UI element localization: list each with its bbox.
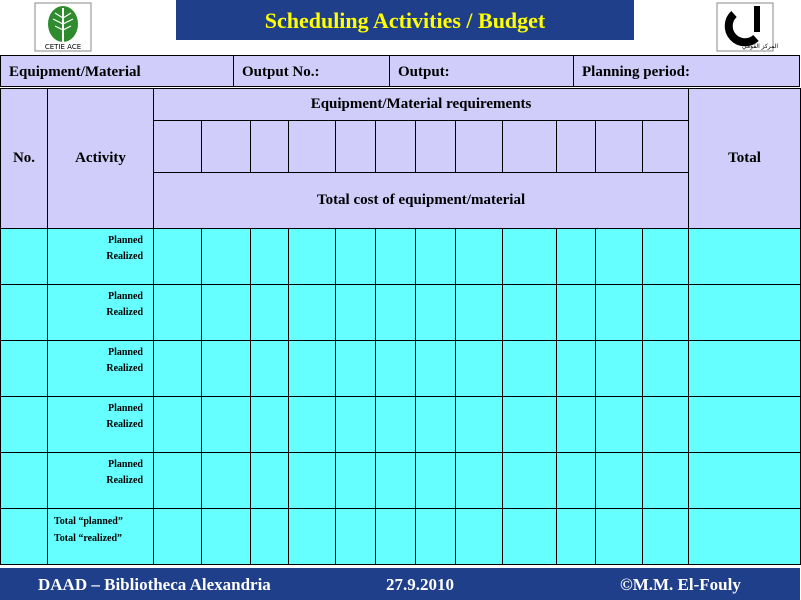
material-column-header[interactable] (251, 121, 289, 173)
data-cell[interactable] (202, 453, 251, 509)
data-cell[interactable] (557, 509, 596, 565)
realized-label: Realized (106, 475, 143, 486)
budget-table (0, 88, 801, 565)
data-cell[interactable] (336, 453, 376, 509)
data-cell[interactable] (456, 509, 503, 565)
data-cell[interactable] (251, 285, 289, 341)
data-cell[interactable] (643, 285, 689, 341)
data-cell[interactable] (289, 285, 336, 341)
data-cell[interactable] (376, 453, 416, 509)
data-cell[interactable] (202, 285, 251, 341)
data-cell[interactable] (456, 453, 503, 509)
data-cell[interactable] (336, 285, 376, 341)
row-no-cell[interactable] (1, 509, 48, 565)
activity-cell[interactable] (48, 341, 154, 397)
activity-cell[interactable] (48, 229, 154, 285)
data-cell[interactable] (456, 285, 503, 341)
data-cell[interactable] (154, 341, 202, 397)
row-no-cell[interactable] (1, 453, 48, 509)
realized-label: Realized (106, 251, 143, 262)
row-no-cell[interactable] (1, 229, 48, 285)
table-row (1, 397, 801, 453)
data-cell[interactable] (557, 285, 596, 341)
row-no-cell[interactable] (1, 397, 48, 453)
row-total-cell[interactable] (689, 397, 801, 453)
data-cell[interactable] (376, 397, 416, 453)
footer-bar (0, 568, 800, 600)
data-cell[interactable] (289, 229, 336, 285)
data-cell[interactable] (336, 341, 376, 397)
data-cell[interactable] (416, 453, 456, 509)
data-cell[interactable] (557, 341, 596, 397)
material-column-header[interactable] (557, 121, 596, 173)
activity-cell[interactable] (48, 453, 154, 509)
data-cell[interactable] (251, 509, 289, 565)
material-column-header[interactable] (596, 121, 643, 173)
data-cell[interactable] (643, 509, 689, 565)
data-cell[interactable] (596, 509, 643, 565)
data-cell[interactable] (154, 453, 202, 509)
data-cell[interactable] (643, 453, 689, 509)
total-header: Total (689, 89, 801, 229)
material-column-header[interactable] (643, 121, 689, 173)
center-logo-icon (716, 2, 779, 52)
data-cell[interactable] (596, 397, 643, 453)
material-column-header[interactable] (202, 121, 251, 173)
table-row (1, 453, 801, 509)
data-cell[interactable] (503, 453, 557, 509)
planned-label: Planned (107, 235, 143, 246)
data-cell[interactable] (251, 341, 289, 397)
data-cell[interactable] (503, 397, 557, 453)
material-column-header[interactable] (456, 121, 503, 173)
data-cell[interactable] (416, 341, 456, 397)
data-cell[interactable] (376, 509, 416, 565)
right-logo-text: المركز القومي (741, 43, 779, 50)
data-cell[interactable] (416, 285, 456, 341)
row-total-cell[interactable] (689, 341, 801, 397)
realized-label: Realized (106, 307, 143, 318)
planned-label: Planned (107, 459, 143, 470)
data-cell[interactable] (154, 285, 202, 341)
output-no-field[interactable]: Output No.: (233, 55, 390, 87)
data-cell[interactable] (376, 341, 416, 397)
data-cell[interactable] (596, 285, 643, 341)
data-cell[interactable] (154, 397, 202, 453)
data-cell[interactable] (643, 229, 689, 285)
data-cell[interactable] (289, 341, 336, 397)
no-header: No. (1, 89, 48, 229)
material-column-header[interactable] (336, 121, 376, 173)
activity-cell[interactable] (48, 397, 154, 453)
data-cell[interactable] (336, 397, 376, 453)
left-logo-text: CETIE ACE (44, 43, 82, 51)
footer-date: 27.9.2010 (386, 575, 454, 594)
planning-period-field[interactable]: Planning period: (573, 55, 800, 87)
row-no-cell[interactable] (1, 285, 48, 341)
planned-label: Planned (107, 347, 143, 358)
info-row (0, 55, 800, 87)
data-cell[interactable] (596, 229, 643, 285)
data-cell[interactable] (643, 341, 689, 397)
data-cell[interactable] (416, 509, 456, 565)
table-row (1, 341, 801, 397)
realized-label: Realized (106, 419, 143, 430)
data-cell[interactable] (202, 509, 251, 565)
data-cell[interactable] (416, 229, 456, 285)
total-planned-label: Total “planned” (54, 516, 123, 527)
totals-activity-cell[interactable] (48, 509, 154, 565)
data-cell[interactable] (376, 229, 416, 285)
material-column-header[interactable] (154, 121, 202, 173)
data-cell[interactable] (202, 341, 251, 397)
material-column-header[interactable] (376, 121, 416, 173)
data-cell[interactable] (503, 285, 557, 341)
data-cell[interactable] (456, 397, 503, 453)
activity-cell[interactable] (48, 285, 154, 341)
data-cell[interactable] (557, 229, 596, 285)
planned-label: Planned (107, 403, 143, 414)
total-cost-header: Total cost of equipment/material (154, 173, 689, 229)
data-cell[interactable] (336, 229, 376, 285)
data-cell[interactable] (289, 453, 336, 509)
data-cell[interactable] (503, 509, 557, 565)
data-cell[interactable] (557, 397, 596, 453)
equipment-material-field[interactable]: Equipment/Material (0, 55, 234, 87)
data-cell[interactable] (251, 397, 289, 453)
data-cell[interactable] (503, 341, 557, 397)
footer-author: ©M.M. El-Fouly (620, 575, 741, 594)
output-field[interactable]: Output: (389, 55, 574, 87)
data-cell[interactable] (289, 509, 336, 565)
data-cell[interactable] (251, 453, 289, 509)
data-cell[interactable] (416, 397, 456, 453)
row-total-cell[interactable] (689, 285, 801, 341)
activity-header: Activity (48, 89, 154, 229)
footer-organization: DAAD – Bibliotheca Alexandria (38, 575, 271, 594)
row-total-cell[interactable] (689, 509, 801, 565)
data-cell[interactable] (251, 229, 289, 285)
requirements-header: Equipment/Material requirements (154, 89, 689, 121)
page-title: Scheduling Activities / Budget (176, 0, 634, 40)
data-cell[interactable] (154, 229, 202, 285)
material-column-header[interactable] (503, 121, 557, 173)
data-cell[interactable] (289, 397, 336, 453)
table-row (1, 229, 801, 285)
data-cell[interactable] (202, 397, 251, 453)
data-cell[interactable] (376, 285, 416, 341)
data-cell[interactable] (643, 397, 689, 453)
planned-label: Planned (107, 291, 143, 302)
total-realized-label: Total “realized” (54, 533, 123, 544)
data-cell[interactable] (503, 229, 557, 285)
data-cell[interactable] (336, 509, 376, 565)
material-column-header[interactable] (289, 121, 336, 173)
totals-row (1, 509, 801, 565)
data-cell[interactable] (456, 229, 503, 285)
row-total-cell[interactable] (689, 229, 801, 285)
data-cell[interactable] (456, 341, 503, 397)
data-cell[interactable] (557, 453, 596, 509)
data-cell[interactable] (596, 453, 643, 509)
data-cell[interactable] (202, 229, 251, 285)
data-cell[interactable] (596, 341, 643, 397)
data-cell[interactable] (154, 509, 202, 565)
tree-leaf-logo-icon (34, 2, 92, 52)
row-total-cell[interactable] (689, 453, 801, 509)
table-row (1, 285, 801, 341)
realized-label: Realized (106, 363, 143, 374)
row-no-cell[interactable] (1, 341, 48, 397)
material-column-header[interactable] (416, 121, 456, 173)
